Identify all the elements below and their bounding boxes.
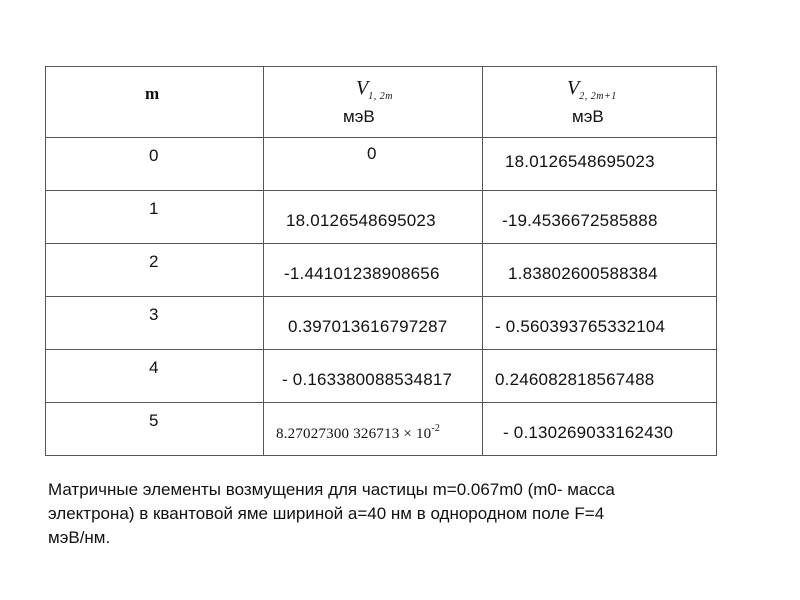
m-value: 2 <box>149 252 159 271</box>
header-v2-unit: мэВ <box>572 107 604 126</box>
table-row <box>46 297 717 350</box>
v2-value: 18.0126548695023 <box>505 152 655 171</box>
header-cell-v2 <box>483 67 717 138</box>
m-value: 5 <box>149 411 159 430</box>
v2-value: - 0.130269033162430 <box>503 423 674 442</box>
header-v1-unit: мэВ <box>343 107 375 126</box>
m-value: 1 <box>149 199 159 218</box>
header-cell-m <box>46 67 264 138</box>
v1-value: 0.397013616797287 <box>288 317 448 336</box>
m-cell <box>46 350 264 403</box>
table-row <box>46 138 717 191</box>
m-value: 3 <box>149 305 159 324</box>
v2-value: -19.4536672585888 <box>502 211 658 230</box>
v2-cell <box>483 350 717 403</box>
v1-cell <box>264 244 483 297</box>
v1-value: 18.0126548695023 <box>286 211 436 230</box>
m-value: 4 <box>149 358 159 377</box>
m-cell <box>46 244 264 297</box>
v2-cell <box>483 191 717 244</box>
matrix-elements-table <box>45 66 717 456</box>
header-v1-symbol: $V_{1, 2m}$ <box>356 77 393 102</box>
v1-cell <box>264 403 483 456</box>
header-m-label: m <box>145 84 160 103</box>
v1-value: -1.44101238908656 <box>284 264 440 283</box>
v1-cell <box>264 191 483 244</box>
v2-value: 0.246082818567488 <box>495 370 655 389</box>
v1-cell <box>264 138 483 191</box>
table-caption: Матричные элементы возмущения для частицы m=0.067m0 (m0- масса электрона) в квантовой яме шириной a=40 нм в однородном поле F=4 мэВ/нм. <box>48 480 615 547</box>
table-row <box>46 350 717 403</box>
m-cell <box>46 297 264 350</box>
v1-cell <box>264 297 483 350</box>
header-cell-v1 <box>264 67 483 138</box>
v1-value: - 0.163380088534817 <box>282 370 453 389</box>
v2-cell <box>483 403 717 456</box>
m-value: 0 <box>149 146 159 165</box>
m-cell <box>46 191 264 244</box>
table-row <box>46 403 717 456</box>
m-cell <box>46 403 264 456</box>
m-cell <box>46 138 264 191</box>
header-v2-symbol: $V_{2, 2m+1}$ <box>567 77 617 102</box>
v2-cell <box>483 297 717 350</box>
v2-cell <box>483 138 717 191</box>
v1-value: 0 <box>367 144 377 163</box>
v1-cell <box>264 350 483 403</box>
v2-value: - 0.560393765332104 <box>495 317 666 336</box>
v2-cell <box>483 244 717 297</box>
v1-value: 8.27027300 $326713 \times 10^{-2}$ <box>276 423 441 442</box>
v2-value: 1.83802600588384 <box>508 264 658 283</box>
table-row <box>46 244 717 297</box>
table-row <box>46 191 717 244</box>
table-header-row <box>46 67 717 138</box>
